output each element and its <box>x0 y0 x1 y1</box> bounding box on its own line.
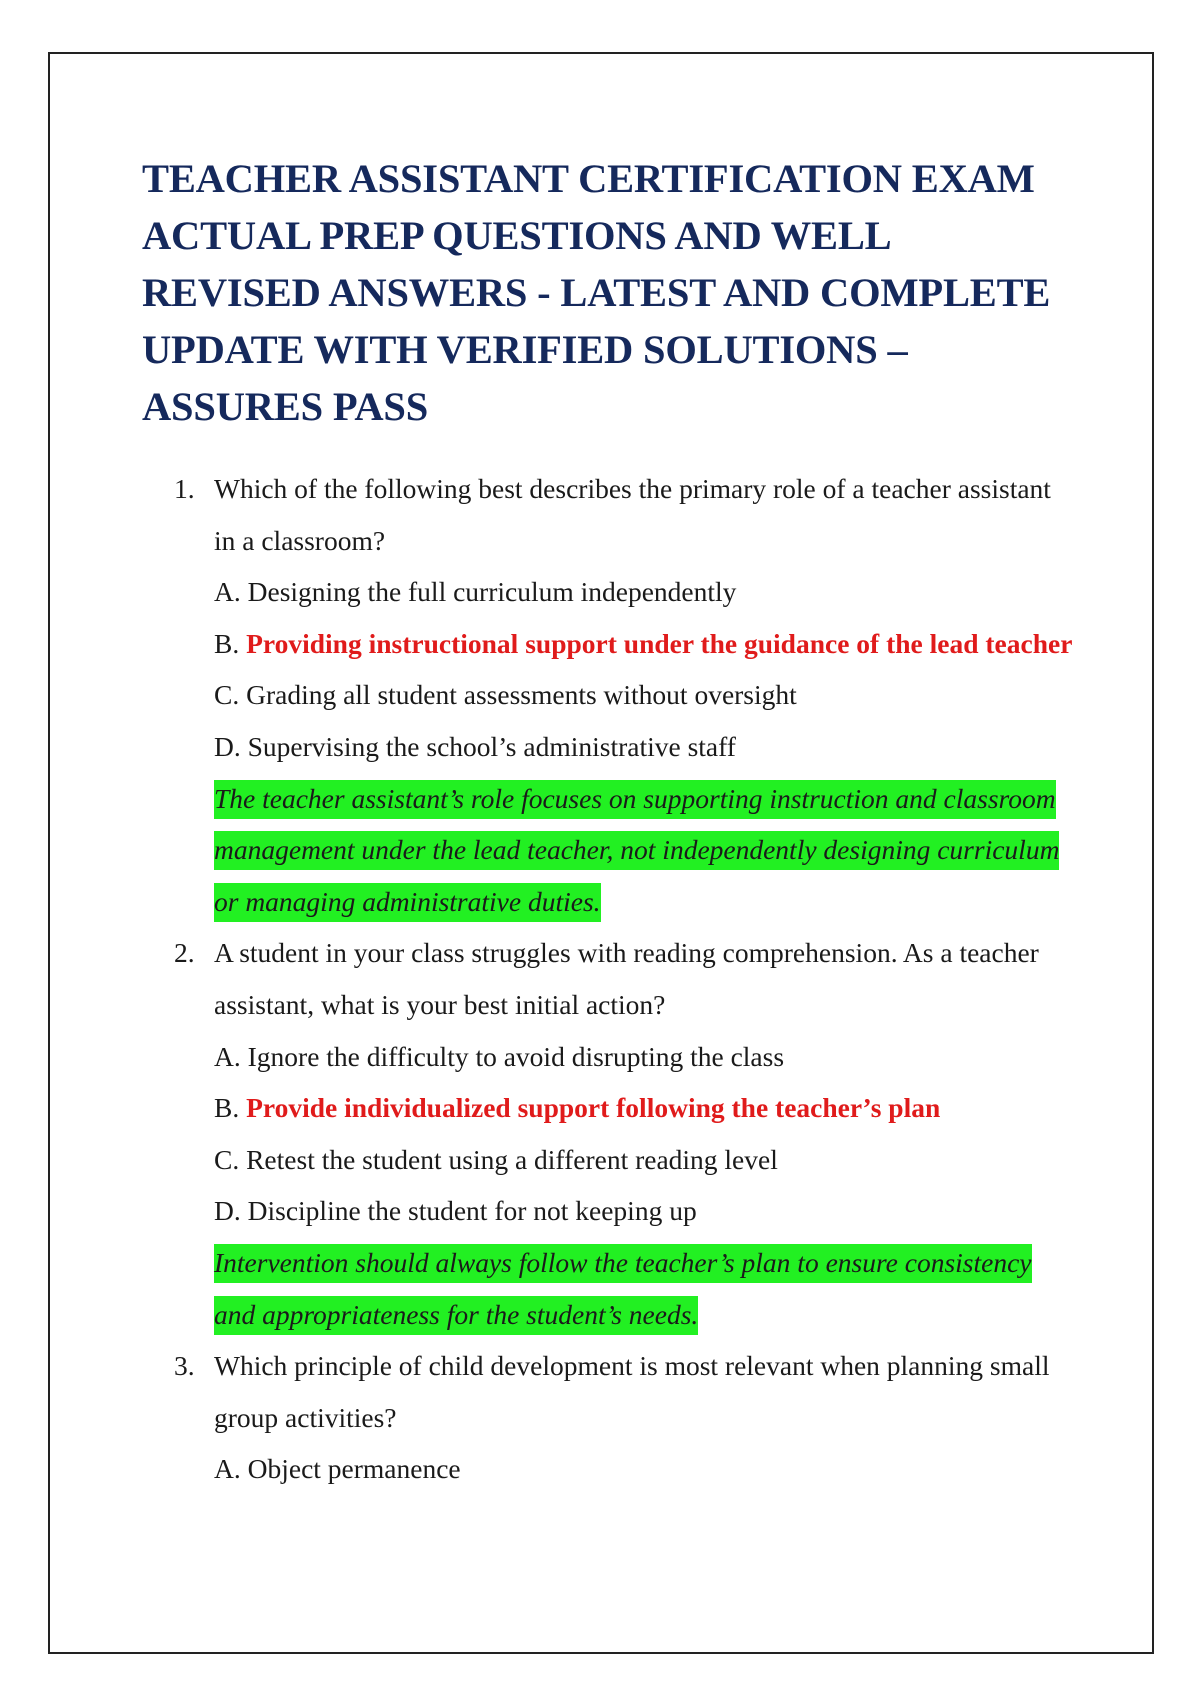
option-letter: D. <box>214 730 241 762</box>
option-text: Designing the full curriculum independently <box>247 576 737 608</box>
question-item <box>174 463 1074 927</box>
question-list <box>174 463 1074 1495</box>
explanation-highlight: The teacher assistant’s role focuses on supporting instruction and classroom management under the lead teacher, not independently designing curriculum or managing administrative duties. <box>214 780 1059 922</box>
answer-option <box>214 1031 1074 1083</box>
question-number: 2. <box>174 937 195 969</box>
answer-explanation <box>214 1237 1074 1340</box>
answer-option <box>214 669 1074 721</box>
question-text: Which of the following best describes the primary role of a teacher assistant in a classroom? <box>214 473 1051 556</box>
answer-explanation <box>214 773 1074 928</box>
correct-option-text: Providing instructional support under the guidance of the lead teacher <box>246 627 1073 659</box>
question-number: 3. <box>174 1350 195 1382</box>
answer-option-correct <box>214 618 1074 670</box>
explanation-highlight: Intervention should always follow the teacher’s plan to ensure consistency and appropriateness for the student’s needs. <box>214 1244 1032 1335</box>
question-number: 1. <box>174 473 195 504</box>
answer-option <box>214 1443 1074 1495</box>
option-text: Grading all student assessments without oversight <box>246 679 797 711</box>
answer-option <box>214 1185 1074 1237</box>
option-letter: A. <box>214 576 241 608</box>
option-letter: C. <box>214 1143 240 1175</box>
answer-option <box>214 566 1074 618</box>
answer-option <box>214 1134 1074 1186</box>
answer-option <box>214 721 1074 773</box>
question-text: A student in your class struggles with reading comprehension. As a teacher assistant, what is your best initial action? <box>214 937 1039 1020</box>
question-item <box>174 927 1074 1340</box>
option-text: Discipline the student for not keeping up <box>247 1195 697 1227</box>
option-letter: A. <box>214 1453 241 1485</box>
answer-option-correct <box>214 1082 1074 1134</box>
option-text: Object permanence <box>247 1453 461 1485</box>
question-text: Which principle of child development is most relevant when planning small group activities? <box>214 1350 1050 1433</box>
option-text: Retest the student using a different reading level <box>246 1143 778 1175</box>
option-letter: B. <box>214 1092 240 1124</box>
option-text: Supervising the school’s administrative staff <box>247 730 736 762</box>
option-letter: A. <box>214 1040 241 1072</box>
correct-option-text: Provide individualized support following the teacher’s plan <box>246 1092 941 1124</box>
option-letter: C. <box>214 679 240 711</box>
option-letter: B. <box>214 627 240 659</box>
document-title: TEACHER ASSISTANT CERTIFICATION EXAM ACTUAL PREP QUESTIONS AND WELL REVISED ANSWERS - LATEST AND COMPLETE UPDATE WITH VERIFIED SOLUTIONS – ASSURES PASS <box>142 156 1051 429</box>
option-text: Ignore the difficulty to avoid disrupting the class <box>247 1040 785 1072</box>
question-item <box>174 1340 1074 1495</box>
option-letter: D. <box>214 1195 241 1227</box>
